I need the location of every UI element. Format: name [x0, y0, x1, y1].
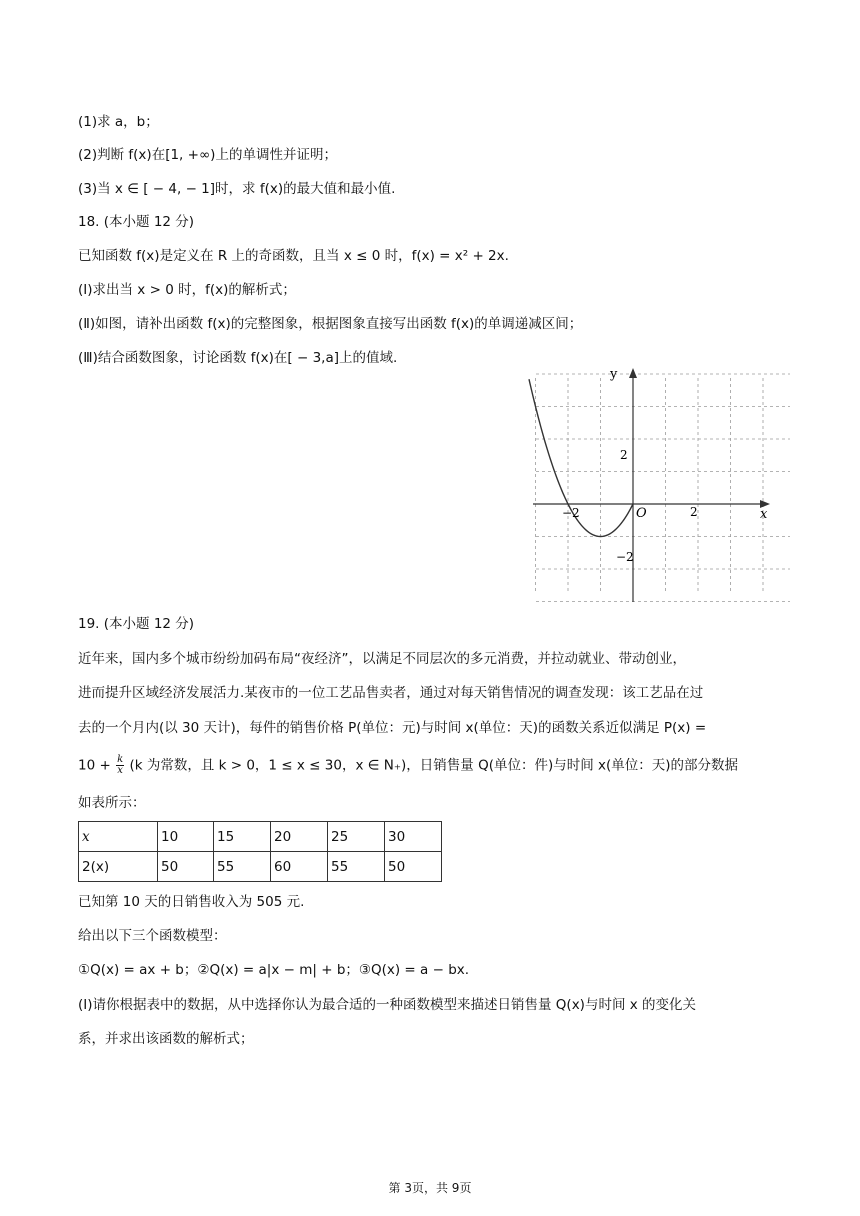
- tick-x-neg: −2: [562, 506, 580, 520]
- y-axis: [629, 368, 637, 602]
- fraction-k-over-x: [116, 755, 124, 776]
- table-cell: 10: [158, 822, 214, 852]
- page-footer: 第 3页，共 9页: [388, 1181, 472, 1195]
- table-row: [79, 822, 442, 852]
- tick-x-pos: 2: [690, 505, 698, 519]
- q19-part1-line1: (Ⅰ)请你根据表中的数据，从中选择你认为最合适的一种函数模型来描述日销售量 Q(x)与时间 x 的变化关: [78, 997, 697, 1013]
- q19-para-line1: 近年来，国内多个城市纷纷加码布局“夜经济”，以满足不同层次的多元消费，并拉动就业、带动创业，: [78, 651, 686, 667]
- table-cell: 25: [328, 822, 385, 852]
- table-cell: 55: [328, 852, 385, 882]
- q17-part1: (1)求 a，b；: [78, 114, 159, 130]
- q18-part1: (Ⅰ)求出当 x > 0 时，f(x)的解析式；: [78, 282, 296, 298]
- fraction-denominator: x: [117, 765, 123, 776]
- function-graph: [528, 366, 790, 606]
- graph-grid: [536, 374, 791, 602]
- q19-known-condition: 已知第 10 天的日销售收入为 505 元.: [78, 894, 305, 910]
- q19-header: 19. (本小题 12 分): [78, 616, 195, 632]
- q18-part3: (Ⅲ)结合函数图象，讨论函数 f(x)在[ − 3,a]上的值域.: [78, 350, 398, 366]
- q18-stem: 已知函数 f(x)是定义在 R 上的奇函数，且当 x ≤ 0 时，f(x) = x² + 2x.: [78, 248, 509, 264]
- tick-y-pos: 2: [620, 448, 628, 462]
- table-cell: 60: [271, 852, 328, 882]
- q19-line4-suffix: (k 为常数，且 k > 0，1 ≤ x ≤ 30，x ∈ N₊)，日销售量 Q(单位：件)与时间 x(单位：天)的部分数据: [129, 757, 739, 774]
- q19-para-line5: 如表所示：: [78, 795, 146, 811]
- y-axis-label: y: [610, 367, 618, 382]
- q19-line4-prefix: 10 +: [78, 757, 111, 774]
- q19-para-line4: [78, 755, 738, 776]
- table-cell: 2(x): [79, 852, 158, 882]
- table-cell: 55: [214, 852, 271, 882]
- q17-part2: (2)判断 f(x)在[1, +∞)上的单调性并证明；: [78, 147, 337, 163]
- fraction-numerator: k: [117, 754, 124, 765]
- q19-models: ①Q(x) = ax + b；②Q(x) = a|x − m| + b；③Q(x) = a − bx.: [78, 962, 470, 978]
- origin-label: O: [636, 506, 647, 521]
- q19-para-line3: 去的一个月内(以 30 天计)，每件的销售价格 P(单位：元)与时间 x(单位：天)的函数关系近似满足 P(x) =: [78, 720, 707, 736]
- table-cell: 20: [271, 822, 328, 852]
- q19-para-line2: 进而提升区域经济发展活力.某夜市的一位工艺品售卖者，通过对每天销售情况的调查发现：该工艺品在过: [78, 685, 704, 701]
- curve-f: [529, 379, 633, 536]
- table-cell: 30: [385, 822, 442, 852]
- table-cell: 15: [214, 822, 271, 852]
- table-cell: 50: [385, 852, 442, 882]
- table-row: [79, 852, 442, 882]
- table-cell: x: [79, 822, 158, 852]
- q18-part2: (Ⅱ)如图，请补出函数 f(x)的完整图象，根据图象直接写出函数 f(x)的单调递减区间；: [78, 316, 583, 332]
- x-axis-label: x: [760, 507, 768, 522]
- sales-data-table: [78, 821, 442, 882]
- q18-header: 18. (本小题 12 分): [78, 214, 195, 230]
- q17-part3: (3)当 x ∈ [ − 4, − 1]时，求 f(x)的最大值和最小值.: [78, 181, 396, 197]
- q19-part1-line2: 系，并求出该函数的解析式；: [78, 1031, 254, 1047]
- q19-models-intro: 给出以下三个函数模型：: [78, 928, 227, 944]
- tick-y-neg: −2: [616, 550, 634, 564]
- table-cell: 50: [158, 852, 214, 882]
